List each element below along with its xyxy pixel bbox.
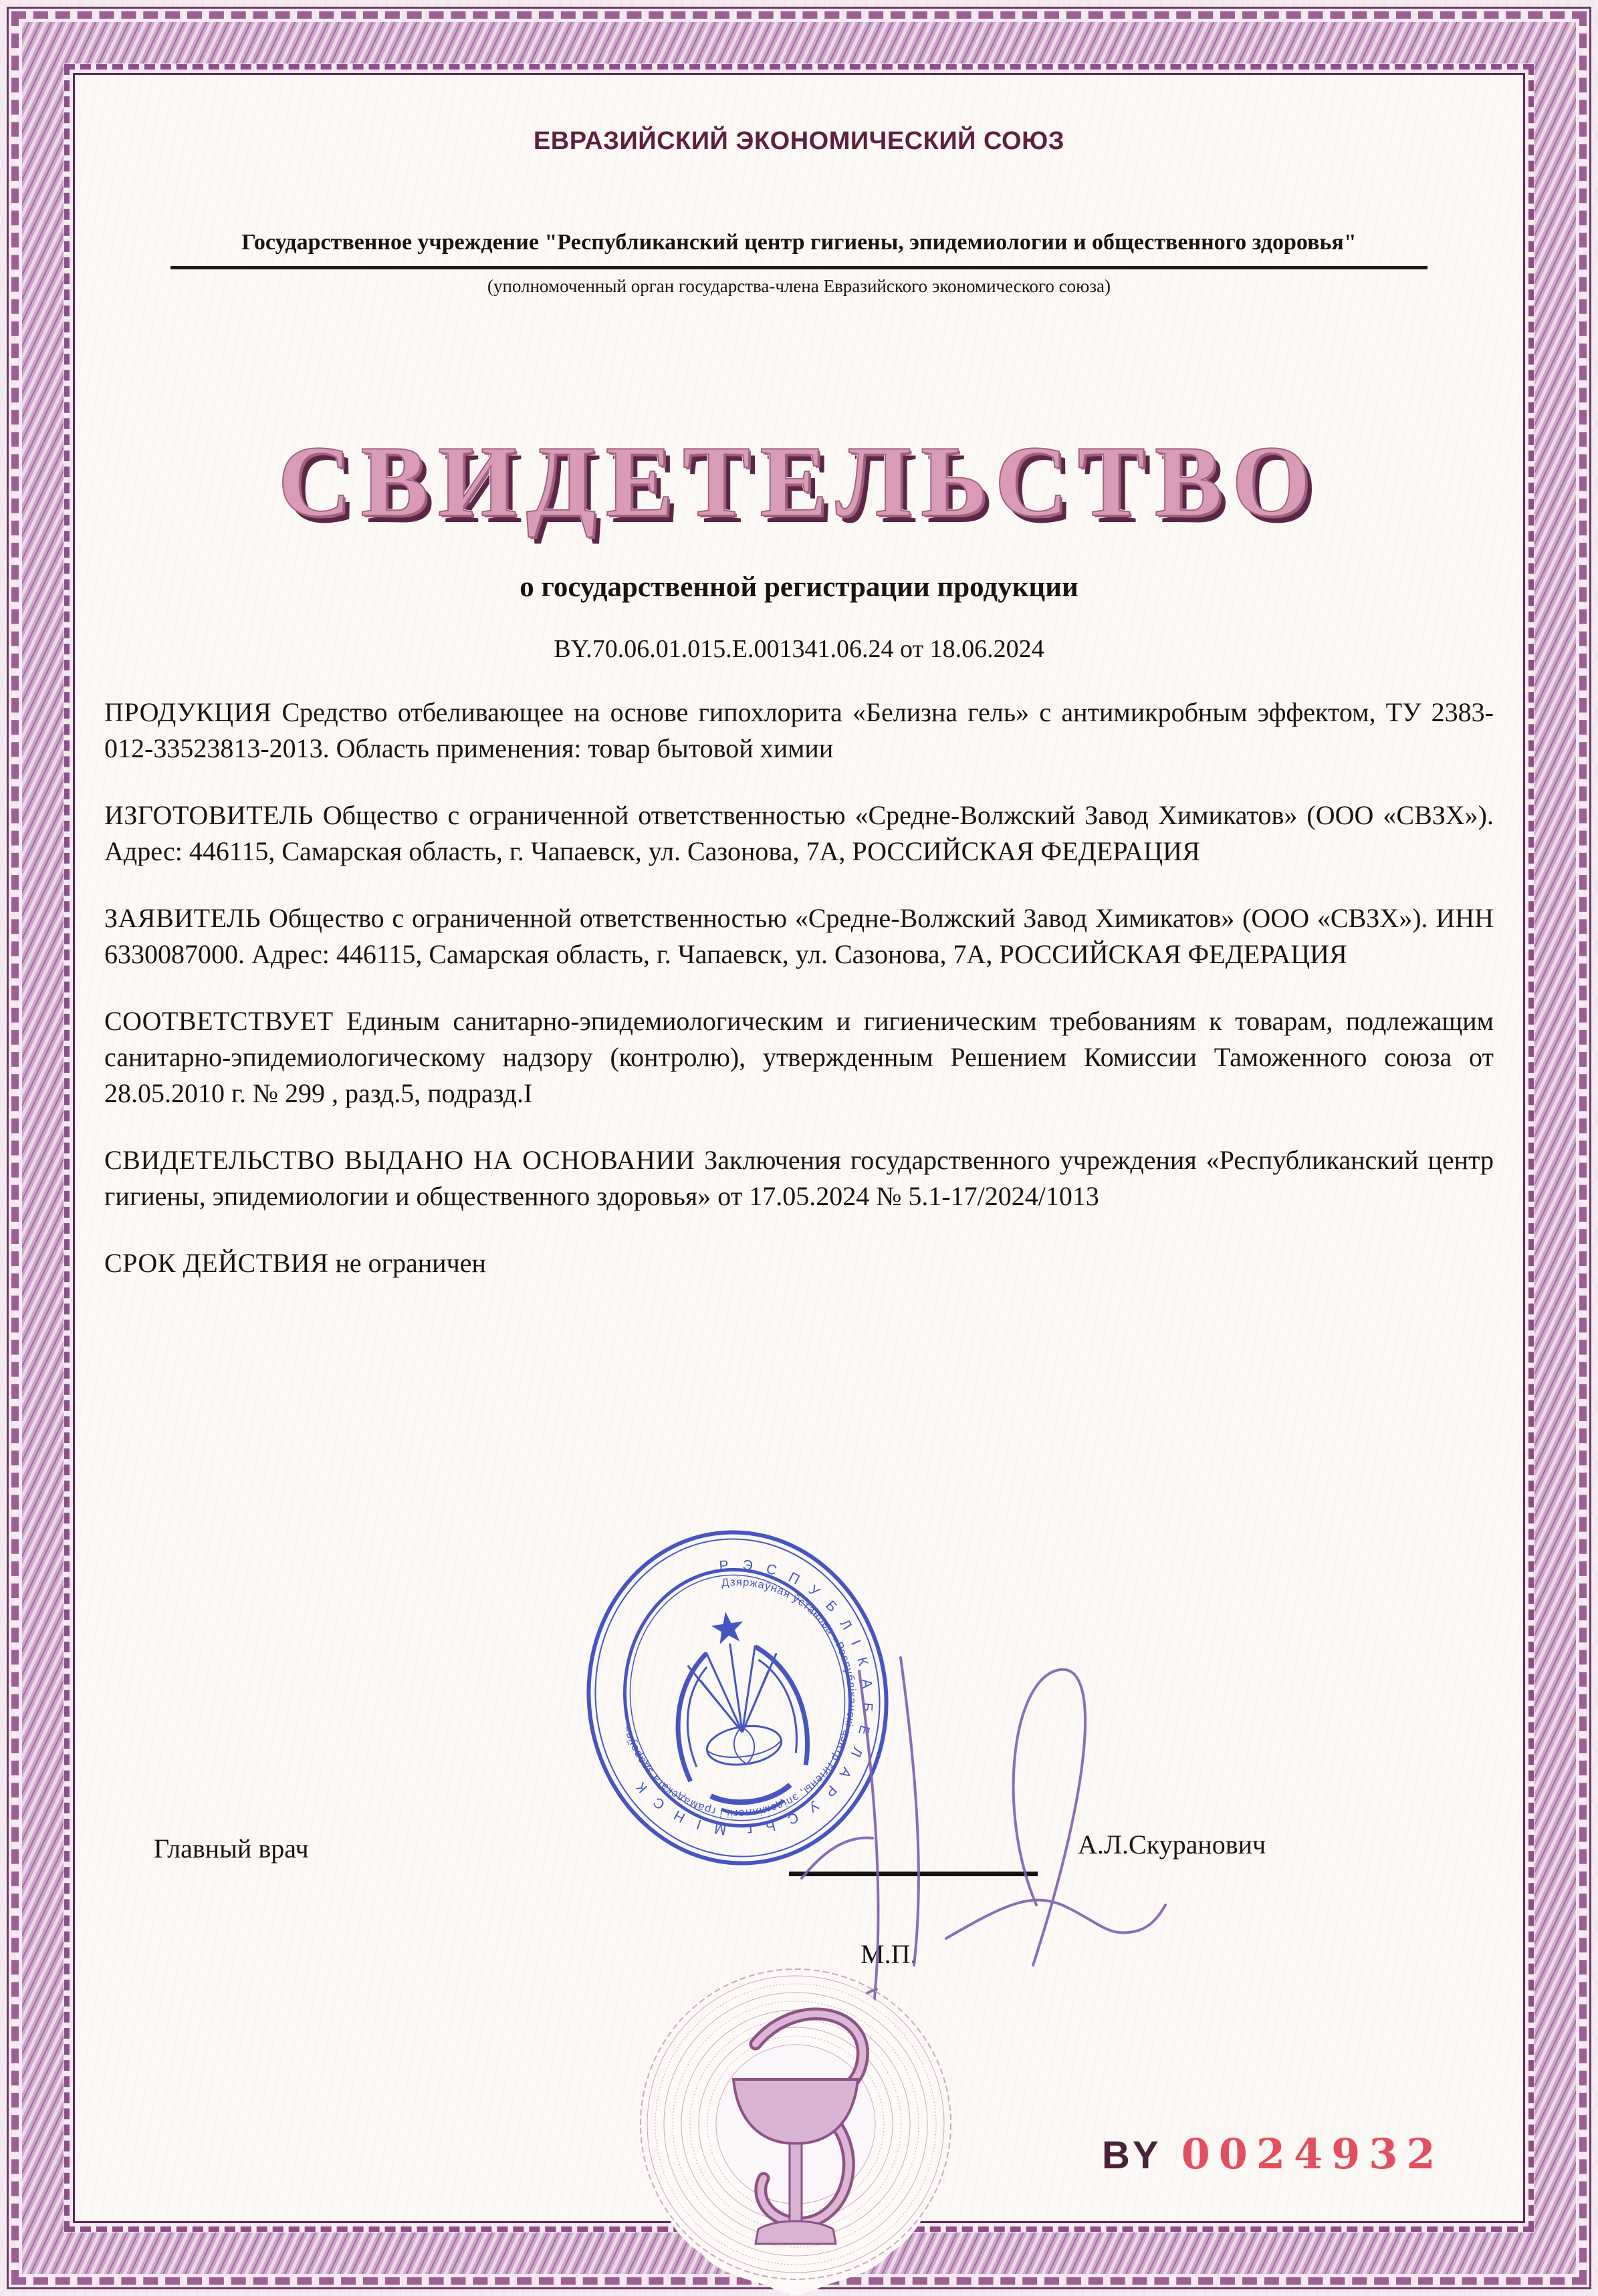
- serial-prefix: BY: [1102, 2134, 1161, 2177]
- section-label: СРОК ДЕЙСТВИЯ: [104, 1247, 329, 1278]
- serial-number: 0024932: [1181, 2130, 1444, 2178]
- section-basis: [104, 1142, 1494, 1215]
- chief-doctor-name: А.Л.Скуранович: [1078, 1829, 1266, 1860]
- section-applicant: [104, 900, 1494, 973]
- section-product: [104, 694, 1494, 767]
- registration-number: BY.70.06.01.015.E.001341.06.24 от 18.06.2024: [554, 634, 1044, 663]
- section-validity: [104, 1245, 1494, 1281]
- section-label: ИЗГОТОВИТЕЛЬ: [104, 799, 314, 830]
- union-header: ЕВРАЗИЙСКИЙ ЭКОНОМИЧЕСКИЙ СОЮЗ: [533, 127, 1065, 155]
- seal-place-abbr: М.П.: [861, 1939, 917, 1969]
- blank-serial: [1102, 2130, 1444, 2178]
- section-text: Заключения государственного учреждения «Республиканский центр гигиены, эпидемиологии и общественного здоровья» от 17.05.2024 № 5.1-17/2024/1013: [104, 1144, 1494, 1211]
- hygieia-bowl-emblem: [629, 1964, 963, 2296]
- section-text: Средство отбеливающее на основе гипохлорита «Белизна гель» с антимикробным эффектом, ТУ 2383-012-33523813-2013. Область применения: товар бытовой химии: [104, 696, 1494, 763]
- section-label: ЗАЯВИТЕЛЬ: [104, 902, 261, 933]
- section-text: Единым санитарно-эпидемиологическим и гигиеническим требованиям к товарам, подлежащим санитарно-эпидемиологическому надзору (контролю), утвержденным Решением Комиссии Таможенного союза от 28.05.2010 г. № 299 , разд.5, подразд.I: [104, 1005, 1494, 1108]
- section-text: Общество с ограниченной ответственностью «Средне-Волжский Завод Химикатов» (ООО «СВЗХ»). Адрес: 446115, Самарская область, г. Чапаевск, ул. Сазонова, 7А, РОССИЙСКАЯ ФЕДЕРАЦИЯ: [104, 799, 1494, 866]
- certificate-title: СВИДЕТЕЛЬСТВО: [277, 424, 1321, 537]
- section-label: СВИДЕТЕЛЬСТВО ВЫДАНО НА ОСНОВАНИИ: [104, 1144, 695, 1175]
- section-text: не ограничен: [328, 1247, 486, 1278]
- chief-doctor-title: Главный врач: [154, 1833, 309, 1864]
- section-label: СООТВЕТСТВУЕТ: [104, 1005, 334, 1036]
- certificate-subtitle: о государственной регистрации продукции: [520, 571, 1078, 603]
- stamp-inner-text: Дзяржаўная ўстанова «Рэспубліканскі цэнтр гігіены, эпідэміялогіі і грамадскага здароўя»: [620, 1575, 859, 1820]
- stamp-outer-text: Р Э С П У Б Л І К А Б Е Л А Р У С Ь г. М І Н С К: [631, 1557, 876, 1838]
- section-compliance: [104, 1003, 1494, 1112]
- issuing-org-block: [170, 228, 1428, 297]
- issuing-org-note: (уполномоченный орган государства-члена Евразийского экономического союза): [487, 275, 1111, 296]
- section-manufacturer: [104, 797, 1494, 870]
- section-text: Общество с ограниченной ответственностью «Средне-Волжский Завод Химикатов» (ООО «СВЗХ»). ИНН 6330087000. Адрес: 446115, Самарская область, г. Чапаевск, ул. Сазонова, 7А, РОССИЙСКАЯ ФЕДЕРАЦИЯ: [104, 902, 1494, 969]
- issuing-org-name: Государственное учреждение "Республиканский центр гигиены, эпидемиологии и общественного здоровья": [170, 228, 1428, 269]
- section-label: ПРОДУКЦИЯ: [104, 696, 272, 727]
